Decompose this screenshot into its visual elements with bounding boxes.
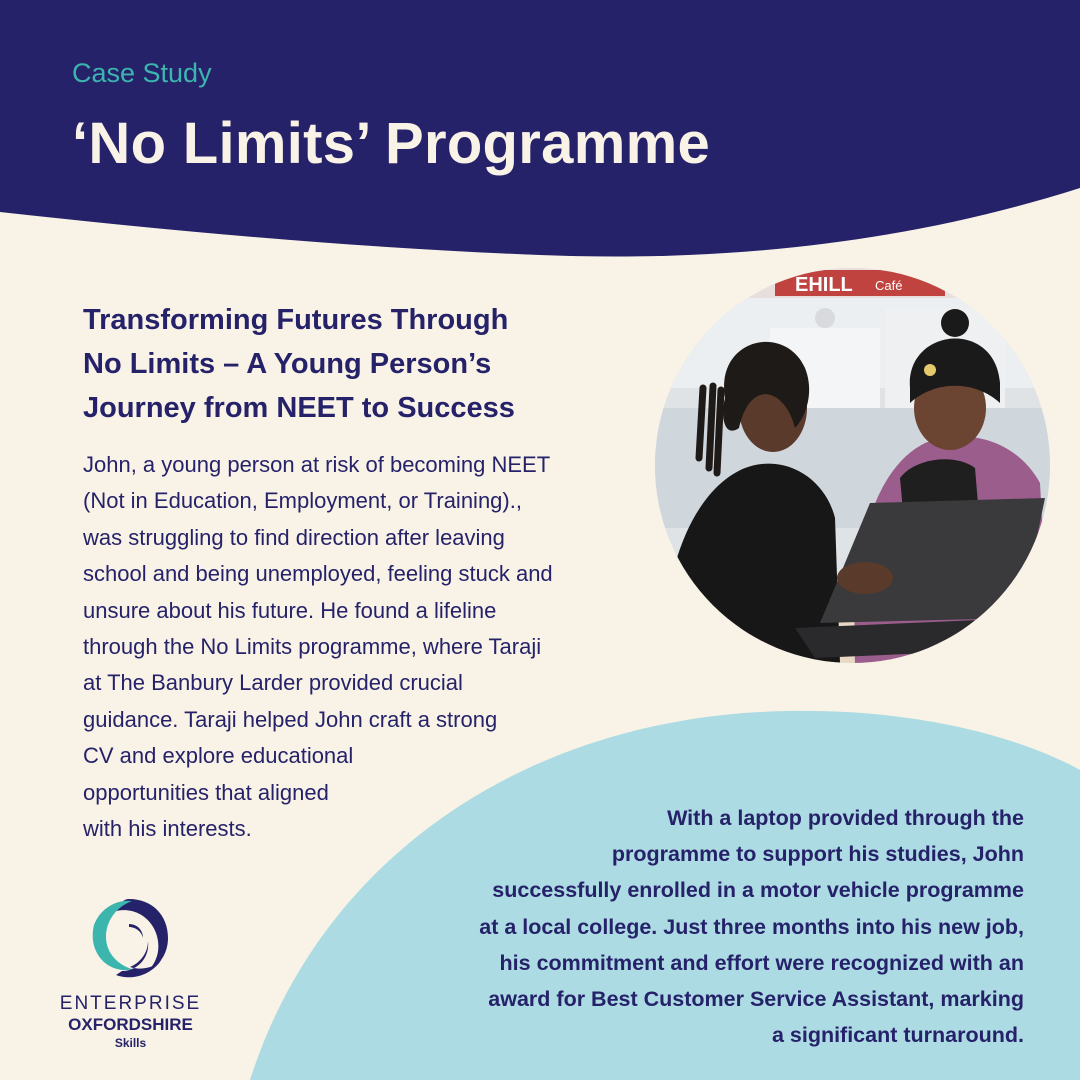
body-line: through the No Limits programme, where Taraji (83, 634, 542, 660)
body-line: CV and explore educational (83, 743, 354, 769)
body-line: guidance. Taraji helped John craft a strong (83, 706, 498, 732)
body-line: with his interests. (83, 816, 252, 842)
callout-line: a significant turnaround. (771, 1023, 1024, 1048)
swirl-logo-icon (86, 895, 172, 981)
body-line: John, a young person at risk of becoming NEET (83, 452, 551, 477)
cafe-sign-subtext: Café (875, 278, 903, 293)
article-body (83, 447, 553, 847)
subtitle-line: Journey from NEET to Success (83, 392, 515, 424)
callout-line: programme to support his studies, John (611, 842, 1024, 867)
logo-line-skills: Skills (114, 1036, 147, 1050)
body-line: was struggling to find direction after leaving (83, 524, 505, 550)
body-line: (Not in Education, Employment, or Training)., (83, 488, 522, 514)
body-line: school and being unemployed, feeling stuck and (83, 561, 553, 587)
logo-line-enterprise: ENTERPRISE (59, 993, 202, 1014)
callout-line: successfully enrolled in a motor vehicle programme (492, 878, 1024, 903)
cafe-sign-text: EHILL (795, 274, 853, 296)
logo-line-oxfordshire: OXFORDSHIRE (68, 1015, 193, 1034)
photo-illustration (655, 268, 1050, 663)
callout-text (384, 800, 1024, 1053)
callout-line: at a local college. Just three months into his new job, (479, 914, 1024, 939)
body-line: opportunities that aligned (83, 779, 329, 805)
callout-line: award for Best Customer Service Assistant, marking (488, 987, 1024, 1012)
case-study-label: Case Study (72, 58, 212, 88)
page-title: ‘No Limits’ Programme (72, 111, 711, 176)
body-line: unsure about his future. He found a lifeline (83, 597, 497, 623)
callout-line: With a laptop provided through the (667, 806, 1024, 830)
mentoring-photo (655, 268, 1050, 663)
body-line: at The Banbury Larder provided crucial (83, 670, 463, 696)
subtitle-line: No Limits – A Young Person’s (83, 348, 492, 380)
subtitle-line: Transforming Futures Through (83, 304, 509, 336)
enterprise-oxfordshire-logo (58, 895, 203, 1055)
article-subtitle (83, 298, 603, 430)
callout-line: his commitment and effort were recognized with an (499, 950, 1024, 975)
